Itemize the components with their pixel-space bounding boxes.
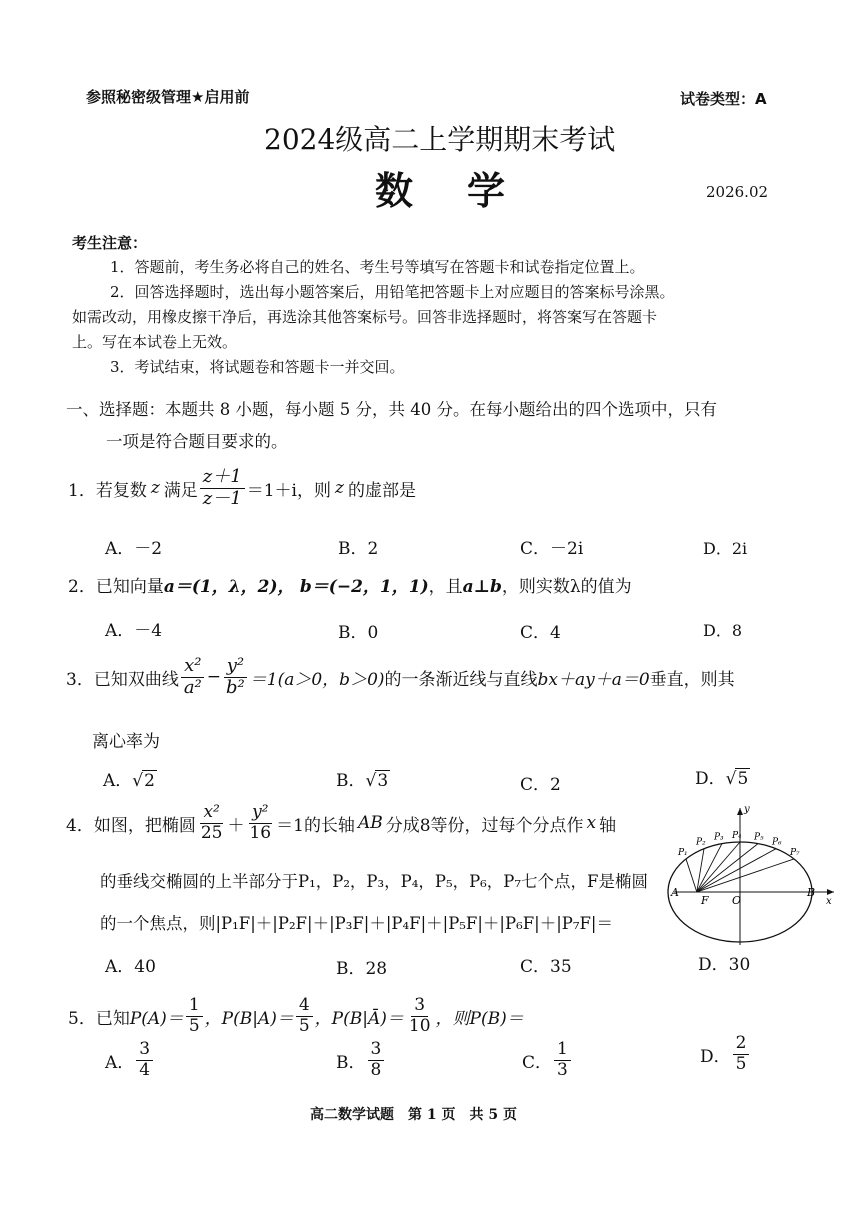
q3-opt-a-radicand: 2: [144, 771, 155, 791]
q5-post: ，则P(B)＝: [435, 1008, 524, 1029]
point-label-p7: P₇: [790, 847, 800, 858]
q2-perp: a⊥b: [462, 577, 502, 597]
q4-post3: 轴: [599, 815, 617, 836]
q4-option-b: B．28: [336, 959, 388, 979]
q2-option-a: A．－4: [105, 621, 163, 641]
q4-line-3: 的一个焦点，则|P₁F|＋|P₂F|＋|P₃F|＋|P₄F|＋|P₅F|＋|P₆F|＋|P₇F|＝: [100, 914, 613, 933]
exam-title: 2024级高二上学期期末考试: [264, 123, 616, 156]
q5-pba: ，P(B|A)＝: [204, 1008, 294, 1029]
q4-frac1-num: x²: [200, 803, 222, 824]
notice-line-2c: 上。写在本试卷上无效。: [72, 333, 238, 351]
q3-condition: ＝1(a＞0，b＞0): [249, 669, 385, 690]
q4-plus: ＋: [227, 815, 245, 836]
q1-option-a: A．－2: [105, 539, 163, 559]
q3-opt-d-label: D．: [695, 769, 726, 789]
q2-vector-b: b＝(−2，1，1): [299, 577, 429, 597]
q1-option-b: B．2: [338, 539, 379, 559]
q3-option-d: D．√5: [695, 769, 749, 789]
label-a: A: [671, 886, 679, 899]
q5-opt-d-num: 2: [733, 1034, 750, 1055]
q5-pbna-den: 10: [408, 1015, 431, 1036]
q3-mid: 的一条渐近线与直线: [384, 669, 538, 690]
label-x: x: [826, 896, 832, 907]
q3-minus: −: [206, 667, 222, 688]
q3-frac2-den: b²: [226, 676, 245, 698]
section-1-heading-cont: 一项是符合题目要求的。: [106, 432, 288, 451]
q4-frac1-den: 25: [200, 822, 223, 843]
q5-option-d: [700, 1034, 751, 1074]
q1-frac-num: z＋1: [200, 467, 245, 489]
q1-mid: 满足: [163, 480, 198, 501]
focal-line-1: [686, 859, 697, 892]
q5-opt-b-den: 8: [370, 1059, 382, 1080]
q4-option-a: A．40: [105, 957, 156, 977]
q1-var-2: z: [335, 478, 344, 499]
q5-opt-a-label: A．: [105, 1052, 135, 1073]
subject-title: 数 学: [375, 169, 514, 213]
q3-opt-a-label: A．: [103, 771, 133, 791]
q2-option-d: D．8: [703, 621, 743, 640]
q5-opt-c-den: 3: [557, 1059, 568, 1080]
q3-pre: 3．已知双曲线: [66, 669, 179, 690]
q3-frac1-num: x²: [181, 656, 204, 678]
q1-option-c: C．－2i: [520, 539, 584, 559]
x-axis-arrow: [827, 889, 834, 895]
paper-type-label: 试卷类型：A: [680, 90, 767, 108]
q4-option-d: D．30: [698, 955, 751, 975]
q5-option-c: [522, 1040, 573, 1080]
q5-opt-c-label: C．: [522, 1052, 553, 1073]
q4-line-2: 的垂线交椭圆的上半部分于P₁，P₂，P₃，P₄，P₅，P₆，P₇七个点，F是椭圆: [100, 872, 648, 891]
q2-option-b: B．0: [338, 623, 379, 643]
q4-frac2-num: y²: [249, 803, 271, 824]
notice-heading: 考生注意：: [72, 234, 148, 252]
label-o: O: [732, 894, 742, 907]
notice-line-2b: 如需改动，用橡皮擦干净后，再选涂其他答案标号。回答非选择题时，将答案写在答题卡: [72, 308, 658, 326]
confidential-label: 参照秘密级管理★启用前: [86, 88, 250, 106]
q5-pba-den: 5: [298, 1015, 310, 1036]
q4-post1: 的长轴: [303, 815, 355, 836]
point-label-p5: P₅: [754, 832, 764, 843]
notice-line-3: 3．考试结束，将试题卷和答题卡一并交回。: [110, 358, 405, 376]
q3-line-2: 离心率为: [92, 732, 160, 752]
point-label-p1: P₁: [678, 847, 688, 858]
q5-pa: P(A)＝: [129, 1008, 184, 1029]
q4-x-axis: x: [586, 813, 597, 834]
q4-post2: 分成8等份，过每个分点作: [385, 815, 584, 836]
point-label-p2: P₂: [696, 837, 706, 848]
q5-pre: 5．已知: [68, 1008, 130, 1029]
q5-pa-den: 5: [188, 1015, 200, 1036]
q2-option-c: C．4: [520, 623, 561, 643]
q3-opt-b-radicand: 3: [377, 771, 389, 791]
q2-text-c: ，则实数λ的值为: [501, 577, 632, 597]
q1-frac-den: z－1: [202, 487, 242, 509]
q3-opt-d-radicand: 5: [737, 769, 749, 789]
q5-option-a: [105, 1040, 155, 1080]
q5-opt-b-label: B．: [336, 1052, 366, 1073]
question-2: [68, 572, 632, 597]
q5-pa-num: 1: [186, 996, 203, 1017]
focal-line-6: [697, 849, 776, 892]
q2-text-a: 2．已知向量: [68, 577, 164, 597]
q3-option-b: B．√3: [336, 771, 389, 791]
point-label-p6: P₆: [772, 837, 782, 848]
q3-line-eq: bx＋ay＋a＝0: [537, 669, 650, 690]
point-label-p3: P₃: [714, 832, 724, 843]
q4-frac2-den: 16: [249, 822, 272, 843]
q3-frac1-den: a²: [183, 676, 202, 698]
question-1: [68, 467, 416, 509]
q5-opt-d-den: 5: [735, 1053, 747, 1074]
label-f: F: [701, 894, 709, 907]
q1-rhs: ＝1＋i，则: [246, 480, 331, 501]
q3-frac2-num: y²: [224, 656, 247, 678]
q4-pre: 4．如图，把椭圆: [66, 815, 196, 836]
point-label-p4: P₄: [732, 831, 742, 841]
q5-opt-b-num: 3: [368, 1040, 385, 1061]
q5-pbna-num: 3: [411, 996, 428, 1017]
q4-option-c: C．35: [520, 957, 572, 977]
focal-line-5: [697, 844, 758, 892]
q3-option-a: A．√2: [103, 771, 155, 791]
q5-pbna: ，P(B|Ā)＝: [314, 1008, 404, 1029]
q5-pba-num: 4: [296, 996, 313, 1017]
section-1-heading: 一、选择题：本题共 8 小题，每小题 5 分，共 40 分。在每小题给出的四个选项中，只有: [66, 400, 717, 419]
y-axis-arrow: [737, 808, 743, 815]
q1-option-d: D．2i: [703, 539, 748, 558]
question-4: [66, 803, 616, 843]
q2-vector-a: a＝(1，λ，2)，: [163, 577, 295, 597]
q1-pre: 若复数: [95, 480, 147, 501]
label-y: y: [744, 804, 750, 815]
q1-var: z: [150, 478, 160, 499]
exam-date: 2026.02: [706, 183, 769, 201]
q2-text-b: ，且: [428, 577, 463, 597]
q3-opt-b-label: B．: [336, 771, 366, 791]
q5-opt-c-num: 1: [554, 1040, 571, 1061]
q3-post: 垂直，则其: [649, 669, 735, 690]
label-b: B: [807, 886, 816, 899]
q5-opt-a-den: 4: [139, 1059, 151, 1080]
q5-option-b: [336, 1040, 386, 1080]
question-5: [68, 996, 524, 1036]
q1-number: 1．: [68, 480, 96, 501]
page-footer: 高二数学试题 第 1 页 共 5 页: [310, 1107, 517, 1123]
q5-opt-a-num: 3: [136, 1040, 153, 1061]
q3-option-c: C．2: [520, 775, 561, 795]
q5-opt-d-label: D．: [700, 1046, 731, 1067]
q1-post: 的虚部是: [347, 480, 416, 501]
q4-ab: AB: [357, 813, 383, 834]
ellipse-figure: [672, 800, 842, 950]
question-3: [66, 656, 735, 698]
q4-eq: ＝1: [276, 815, 304, 836]
notice-line-1: 1．答题前，考生务必将自己的姓名、考生号等填写在答题卡和试卷指定位置上。: [110, 258, 645, 276]
notice-line-2a: 2．回答选择题时，选出每小题答案后，用铅笔把答题卡上对应题目的答案标号涂黑。: [110, 283, 675, 301]
